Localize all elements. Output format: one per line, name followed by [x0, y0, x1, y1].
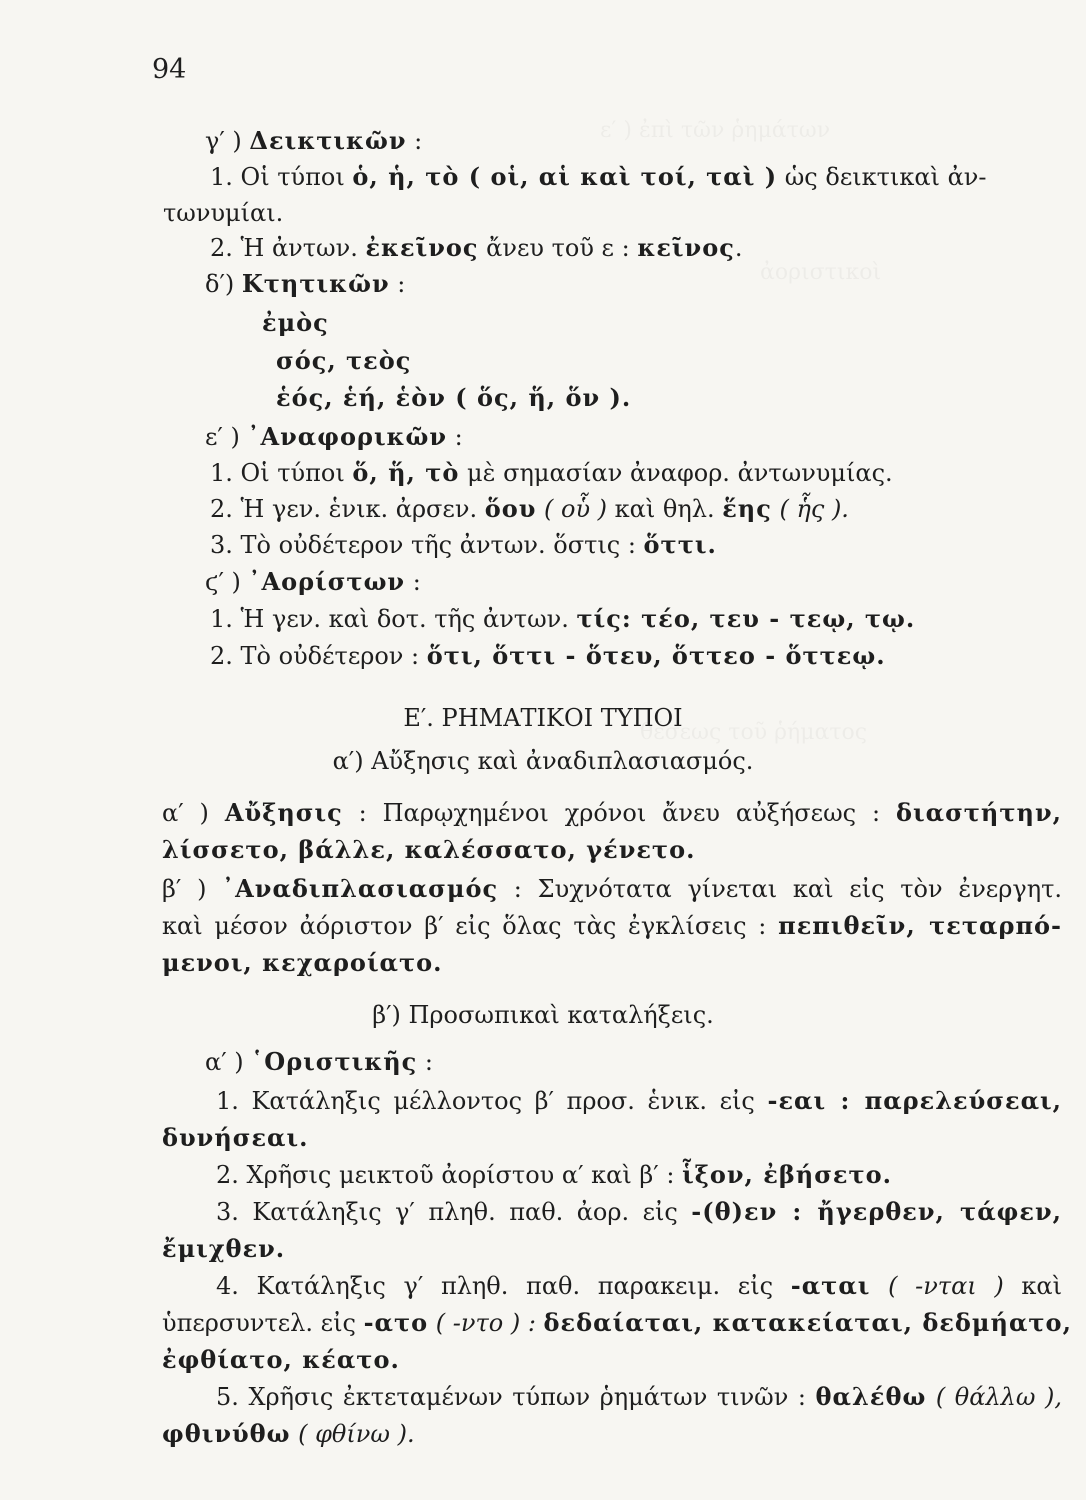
oristikis-item-4-line-2-bold1: -ατο: [363, 1308, 429, 1337]
oristikis-item-4-bold: -αται: [790, 1271, 871, 1300]
bleed-through-text: [760, 260, 881, 285]
oristikis-item-5-bold: θαλέθω: [815, 1382, 927, 1411]
oristikis-item-2-pre: 2. Χρῆσις μεικτοῦ ἀορίστου α′ καὶ β′ :: [216, 1161, 683, 1189]
stigma-heading: [205, 567, 421, 597]
epsilon-item-1-bold: ὅ, ἥ, τὸ: [352, 458, 460, 487]
epsilon-item-3-pre: 3. Τὸ οὐδέτερον τῆς ἀντων. ὅστις :: [210, 531, 644, 559]
oristikis-item-3-bold: -(θ)εν : ἤγερθεν, τάφεν,: [691, 1197, 1062, 1226]
gamma-item-1-cont: τωνυμίαι.: [163, 199, 284, 227]
oristikis-label: α′ ): [205, 1048, 252, 1076]
stigma-item-2-bold: ὅτι, ὅττι - ὅτευ, ὅττεο - ὅττεῳ.: [426, 641, 886, 670]
epsilon-colon: :: [447, 423, 463, 451]
oristikis-item-2: [216, 1160, 892, 1190]
epsilon-item-1-pre: 1. Οἱ τύποι: [210, 459, 353, 487]
stigma-colon: :: [405, 568, 421, 596]
gamma-item-2-bold1: ἐκεῖνος: [365, 233, 479, 262]
stigma-item-1: [210, 604, 915, 634]
stigma-item-2: [210, 641, 886, 671]
oristikis-item-5-line-2: [162, 1419, 415, 1449]
auxesis-bold: διαστήτην,: [896, 798, 1062, 827]
delta-colon: :: [389, 270, 406, 298]
delta-heading-title: Κτητικῶν: [241, 269, 390, 298]
epsilon-item-1: [210, 458, 893, 488]
oristikis-item-4-line-2: [162, 1308, 1072, 1338]
gamma-item-2: [210, 233, 742, 263]
anadiplasiasmos-text: : Συχνότατα γίνεται καὶ εἰς τὸν ἐνεργητ.: [498, 875, 1062, 903]
gamma-label: γ′ ): [205, 127, 250, 155]
oristikis-item-4-line-2-pre: ὑπερσυντελ. εἰς: [162, 1309, 364, 1337]
auxesis-line-1: [162, 798, 1062, 828]
epsilon-item-3: [210, 530, 717, 560]
oristikis-item-3: [216, 1197, 1062, 1227]
auxesis-label: α′ ): [162, 799, 225, 827]
auxesis-text: : Παρῳχημένοι χρόνοι ἄνευ αὐξήσεως :: [342, 799, 896, 827]
epsilon-heading-title: ᾿Αναφορικῶν: [247, 422, 448, 451]
gamma-item-2-post: .: [734, 234, 743, 262]
auxesis-line-2: λίσσετο, βάλλε, καλέσσατο, γένετο.: [162, 835, 696, 864]
epsilon-item-2: [210, 494, 849, 524]
gamma-item-1-pre: 1. Οἱ τύποι: [210, 163, 353, 191]
oristikis-item-5-line-2-it: ( φθίνω ).: [290, 1420, 415, 1448]
oristikis-heading-title: ῾Οριστικῆς: [251, 1047, 418, 1076]
oristikis-item-1-cont: δυνήσεαι.: [162, 1123, 309, 1152]
gamma-item-2-bold2: κεῖνος: [637, 233, 735, 262]
epsilon-item-2-bold2: ἕης: [722, 494, 772, 523]
delta-label: δ′): [205, 270, 242, 298]
stigma-item-2-pre: 2. Τὸ οὐδέτερον :: [210, 642, 427, 670]
anadiplasiasmos-line-3: μενοι, κεχαροίατο.: [162, 948, 443, 977]
stigma-item-1-pre: 1. Ἡ γεν. καὶ δοτ. τῆς ἀντων.: [210, 605, 577, 633]
subsection-b-title: β′) Προσωπικαὶ καταλήξεις.: [372, 1001, 714, 1029]
epsilon-item-1-post: μὲ σημασίαν ἀναφορ. ἀντωνυμίας.: [459, 459, 893, 487]
epsilon-heading: [205, 422, 463, 452]
oristikis-item-4: [216, 1271, 1062, 1301]
epsilon-item-2-mid: καὶ θηλ.: [614, 495, 723, 523]
oristikis-item-1: [216, 1086, 1062, 1116]
oristikis-item-1-pre: 1. Κατάληξις μέλλοντος β′ προσ. ἑνικ. εἰς: [216, 1087, 768, 1115]
gamma-item-2-mid: ἄνευ τοῦ ε :: [478, 234, 638, 262]
anadiplasiasmos-line-2: [162, 911, 1062, 941]
delta-line-3: ἑός, ἑή, ἑὸν ( ὅς, ἥ, ὅν ).: [276, 383, 632, 412]
epsilon-label: ε′ ): [205, 423, 248, 451]
oristikis-item-3-pre: 3. Κατάληξις γ′ πληθ. παθ. ἀορ. εἰς: [216, 1198, 692, 1226]
gamma-colon: :: [406, 127, 423, 155]
anadiplasiasmos-line-2-pre: καὶ μέσον ἀόριστον β′ εἰς ὅλας τὰς ἐγκλίσεις :: [162, 912, 779, 940]
oristikis-item-4-post: καὶ: [1021, 1272, 1063, 1300]
oristikis-colon: :: [417, 1048, 433, 1076]
oristikis-item-4-line-2-bold2: δεδαίαται, κατακείαται, δεδμήατο,: [543, 1308, 1072, 1337]
epsilon-item-3-bold: ὅττι.: [643, 530, 717, 559]
anadiplasiasmos-line-1: [162, 874, 1062, 904]
gamma-item-1-bold: ὁ, ἡ, τὸ ( οἱ, αἱ καὶ τοί, ταὶ ): [352, 162, 778, 191]
bleed-through-text: [600, 118, 830, 143]
gamma-heading-title: Δεικτικῶν: [249, 126, 407, 155]
epsilon-item-2-it2: ( ἧς ).: [771, 495, 849, 523]
gamma-item-1: [210, 162, 987, 192]
oristikis-heading: [205, 1047, 433, 1077]
oristikis-item-2-bold: ἷξον, ἐβήσετο.: [682, 1160, 893, 1189]
anadiplasiasmos-label: β′ ): [162, 875, 223, 903]
epsilon-item-2-it1: ( οὗ ): [536, 495, 615, 523]
subsection-a-title: α′) Αὔξησις καὶ ἀναδιπλασιασμός.: [332, 747, 754, 775]
oristikis-item-4-cont: ἐφθίατο, κέατο.: [162, 1345, 400, 1374]
page-number: 94: [152, 54, 187, 85]
gamma-item-1-post: ὡς δεικτικαὶ ἀν-: [777, 163, 987, 191]
oristikis-item-5: [216, 1382, 1062, 1412]
delta-heading: [205, 269, 405, 299]
anadiplasiasmos-heading: ᾿Αναδιπλασιασμός: [222, 874, 499, 903]
gamma-heading: [205, 126, 422, 156]
oristikis-item-5-line-2-bold: φθινύθω: [162, 1419, 291, 1448]
auxesis-heading: Αὔξησις: [224, 798, 343, 827]
oristikis-item-4-it: ( -νται ): [870, 1272, 1022, 1300]
delta-line-2: σός, τεὸς: [276, 346, 412, 375]
epsilon-item-2-bold1: ὅου: [484, 494, 537, 523]
stigma-item-1-bold: τίς: τέο, τευ - τεῳ, τῳ.: [576, 604, 916, 633]
oristikis-item-1-bold: -εαι : παρελεύσεαι,: [767, 1086, 1063, 1115]
anadiplasiasmos-line-2-bold: πεπιθεῖν, τεταρπό-: [778, 911, 1063, 940]
section-title: Ε′. ΡΗΜΑΤΙΚΟΙ ΤΥΠΟΙ: [403, 704, 683, 732]
gamma-item-2-pre: 2. Ἡ ἀντων.: [210, 234, 366, 262]
oristikis-item-4-line-2-it: ( -ντο ) :: [428, 1309, 544, 1337]
stigma-label: ϛ′ ): [205, 568, 249, 596]
oristikis-item-3-cont: ἔμιχθεν.: [162, 1234, 286, 1263]
stigma-heading-title: ᾿Αορίστων: [248, 567, 406, 596]
oristikis-item-5-pre: 5. Χρῆσις ἐκτεταμένων τύπων ῥημάτων τινῶν :: [216, 1383, 816, 1411]
delta-line-1: ἐμὸς: [262, 308, 329, 337]
oristikis-item-5-it: ( θάλλω ),: [926, 1383, 1062, 1411]
epsilon-item-2-pre: 2. Ἡ γεν. ἑνικ. ἀρσεν.: [210, 495, 485, 523]
oristikis-item-4-pre: 4. Κατάληξις γ′ πληθ. παθ. παρακειμ. εἰς: [216, 1272, 791, 1300]
